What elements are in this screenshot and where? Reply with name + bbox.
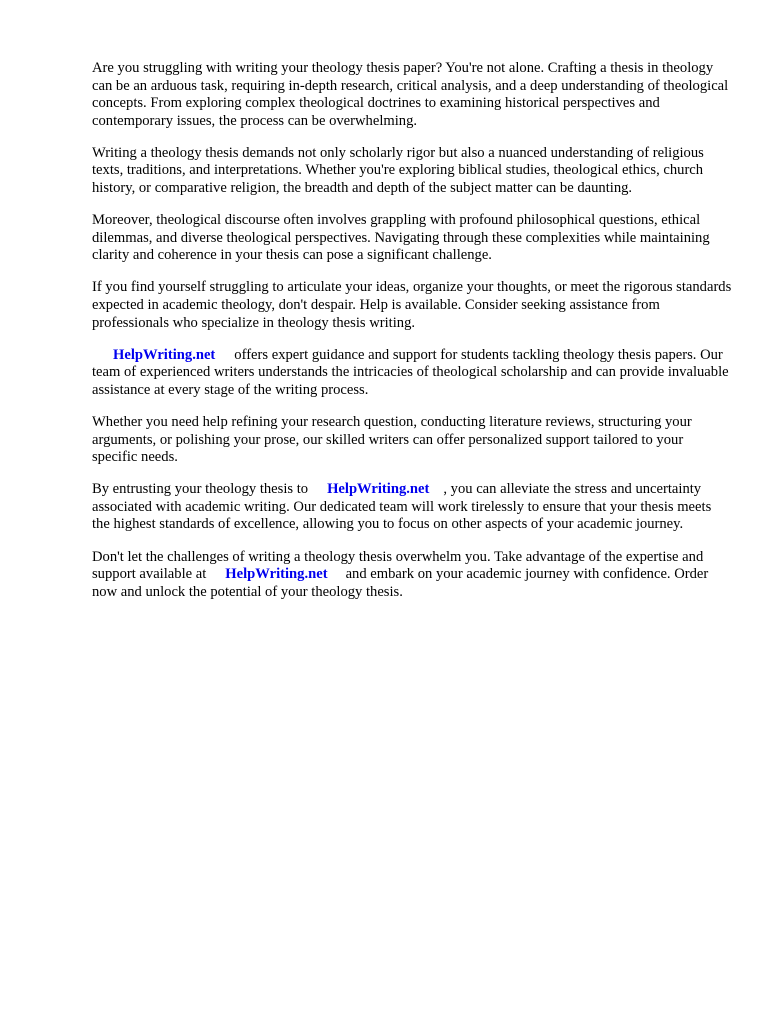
document-body	[92, 60, 732, 616]
paragraph-offers	[92, 347, 732, 400]
paragraph-closing-lead: Don't let the challenges of writing a theology thesis overwhelm you. Take advantage of the expertise and support available at	[92, 548, 704, 583]
paragraph-offers-text: offers expert guidance and support for students tackling theology thesis papers. Our team of experienced writers understands the intricacies of theological scholarship and can provide invaluable assistance at every stage of the writing process.	[92, 346, 729, 398]
paragraph-entrusting-lead: By entrusting your theology thesis to	[92, 481, 309, 498]
paragraph-intro: Are you struggling with writing your theology thesis paper? You're not alone. Crafting a thesis in theology can be an arduous task, requiring in-depth research, critical analysis, and a deep understanding of theological concepts. From exploring complex theological doctrines to examining historical perspectives and contemporary issues, the process can be overwhelming.	[92, 60, 729, 129]
paragraph-entrusting-text: , you can alleviate the stress and uncertainty associated with academic writing. Our dedicated team will work tirelessly to ensure that your thesis meets the highest standards of excellence, allowing you to focus on other aspects of your academic journey.	[92, 481, 712, 533]
paragraph-seek-help: If you find yourself struggling to articulate your ideas, organize your thoughts, or meet the rigorous standards expected in academic theology, don't despair. Help is available. Consider seeking assistance from professionals who specialize in theology thesis writing.	[92, 279, 732, 331]
helpwriting-link[interactable]: HelpWriting.net	[113, 346, 216, 363]
paragraph-discourse: Moreover, theological discourse often involves grappling with profound philosophical questions, ethical dilemmas, and diverse theological perspectives. Navigating through these complexities while maintaining clarity and coherence in your thesis can pose a significant challenge.	[92, 212, 710, 264]
paragraph-demands: Writing a theology thesis demands not only scholarly rigor but also a nuanced understanding of religious texts, traditions, and interpretations. Whether you're exploring biblical studies, theological ethics, church history, or comparative religion, the breadth and depth of the subject matter can be daunting.	[92, 144, 704, 197]
helpwriting-link[interactable]: HelpWriting.net	[327, 481, 430, 498]
paragraph-needs: Whether you need help refining your research question, conducting literature reviews, structuring your arguments, or polishing your prose, our skilled writers can offer personalized support tailored to your specific needs.	[92, 414, 692, 466]
paragraph-closing	[92, 549, 732, 602]
paragraph-closing-text: and embark on your academic journey with confidence. Order now and unlock the potential of your theology thesis.	[92, 566, 709, 600]
helpwriting-link[interactable]: HelpWriting.net	[225, 566, 328, 583]
paragraph-entrusting	[92, 481, 732, 534]
